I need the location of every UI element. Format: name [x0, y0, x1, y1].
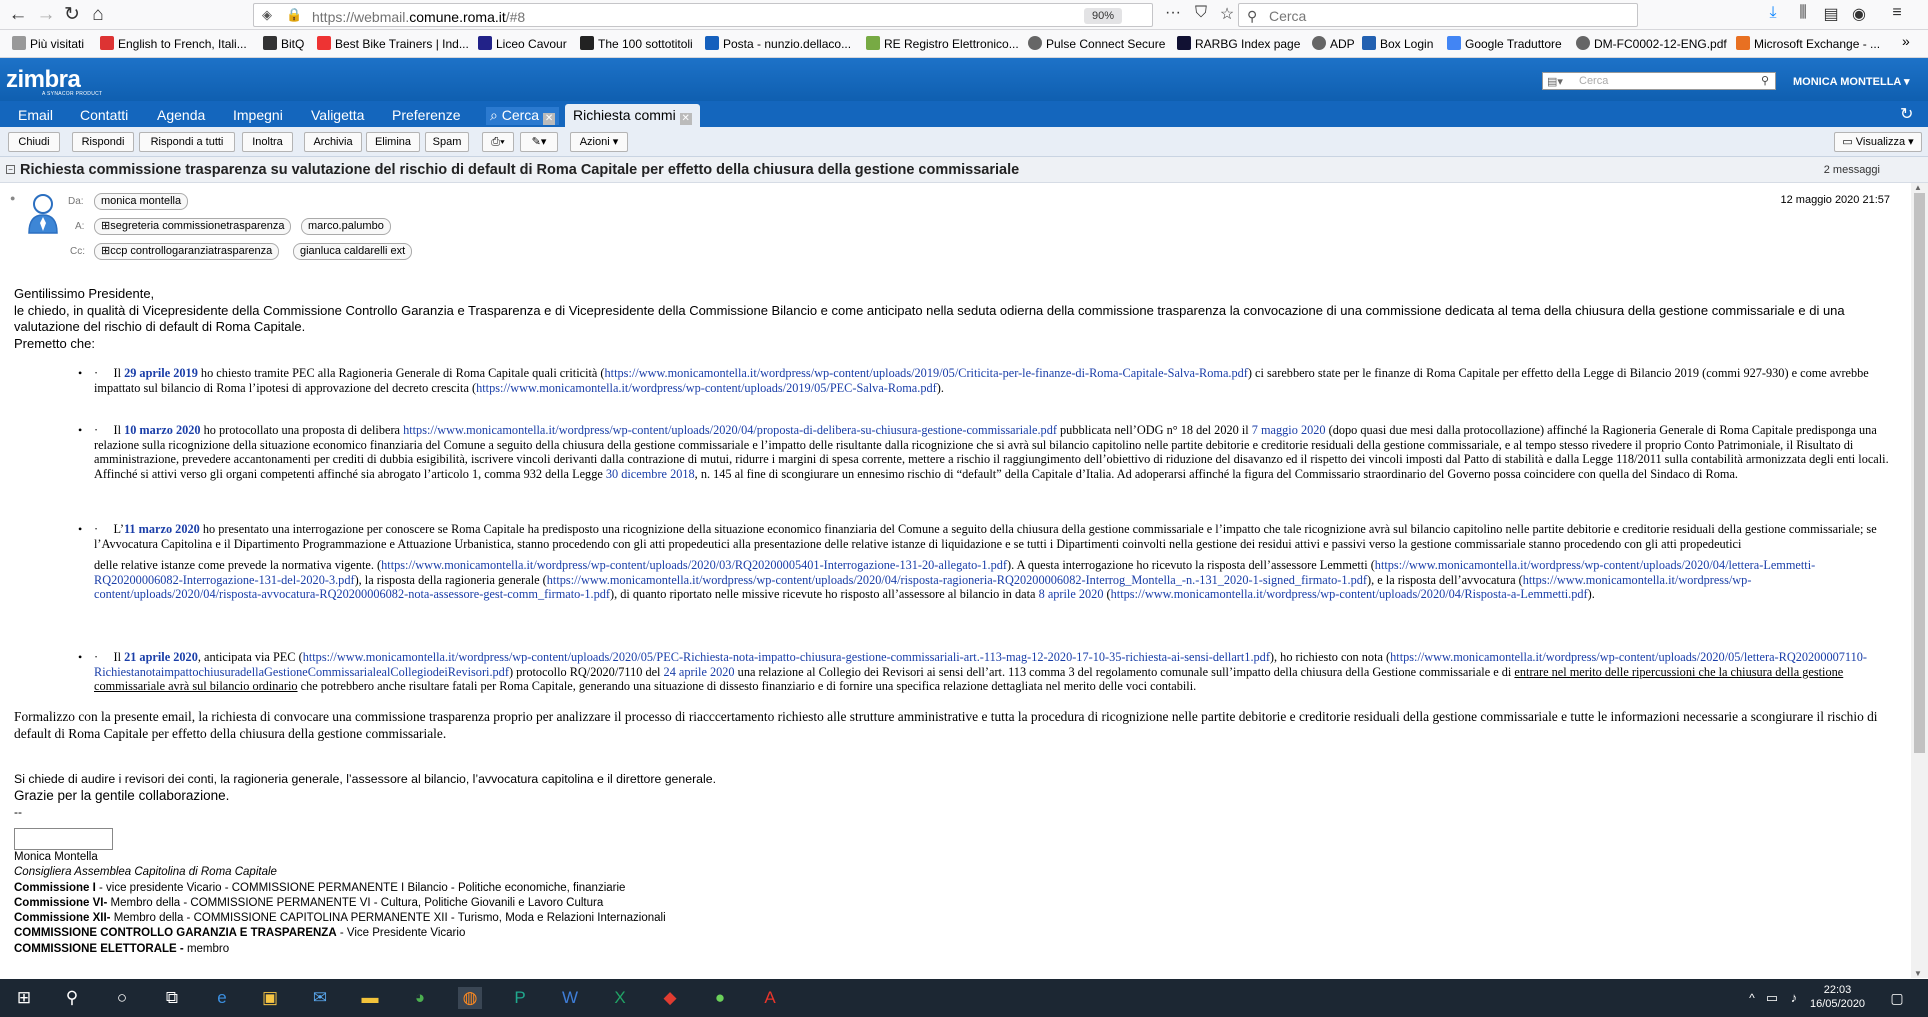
- pdf-link[interactable]: https://www.monicamontella.it/wordpress/wp-content/uploads/2019/05/Criticita-per-le-finanze-di-Roma-Capitale-Salva-Roma.pdf: [604, 366, 1248, 380]
- list-item: • · L’11 marzo 2020 ho presentato una interrogazione per conoscere se Roma Capitale ha predisposto una ricognizione della situazione economico finanziaria del Comune a seguito della chiusura della gestione commissariale e l’impatto che tale ricognizione avrà sul bilancio capitolino nelle partite debitorie e creditorie residuali della gestione commissariale; se l’Avvocatura Capitolina e il Dipartimento Programmazione e Attuazione Urbanistica, stanno procedendo con gli atti propedeutici alla presentazione delle relative istanze di liquidazione e se tutti i Dipartimenti coinvolti nella gestione dei residui attivi e passivi verso la gestione commissariale stanno procedendo con gli atti propedeutici: [78, 522, 1877, 552]
- date-link[interactable]: 7 maggio 2020: [1251, 423, 1326, 437]
- message-date: 12 maggio 2020 21:57: [1780, 194, 1890, 206]
- tab-richiesta[interactable]: Richiesta commi ✕: [565, 104, 700, 127]
- pdf-link[interactable]: https://www.monicamontella.it/wordpress/wp-content/uploads/2020/03/RQ20200005401-Interrogazione-131-20-allegato-1.pdf: [381, 558, 1008, 572]
- signature-image-placeholder: [14, 828, 113, 850]
- forward-button[interactable]: Inoltra: [242, 132, 293, 152]
- clock[interactable]: 22:03 16/05/2020: [1810, 984, 1866, 1010]
- chrome-icon[interactable]: ◕: [414, 988, 426, 1007]
- back-icon[interactable]: ←: [8, 4, 28, 25]
- scroll-down-icon[interactable]: ▼: [1914, 969, 1922, 978]
- url-text: https://webmail.comune.roma.it/#8: [312, 9, 526, 25]
- greeting: Gentilissimo Presidente,: [14, 286, 155, 301]
- scroll-thumb[interactable]: [1914, 193, 1925, 753]
- task-view-icon[interactable]: ⧉: [165, 988, 179, 1007]
- bookmark-item[interactable]: Best Bike Trainers | Ind...: [317, 36, 469, 51]
- from-label: Da:: [68, 196, 84, 207]
- to-chip[interactable]: ⊞segreteria commissionetrasparenza: [94, 218, 291, 235]
- pocket-icon[interactable]: ⛉: [1194, 4, 1207, 21]
- close-button[interactable]: Chiudi: [8, 132, 60, 152]
- bookmark-icon: [580, 36, 594, 50]
- bookmarks-bar: [0, 30, 1928, 58]
- edge-icon[interactable]: e: [217, 988, 227, 1007]
- pdf-link[interactable]: https://www.monicamontella.it/wordpress/wp-content/uploads/2020/05/PEC-Richiesta-nota-impatto-chiusura-gestione-commissariali-art.-113-mag-12-2020-17-10-35-richiesta-ai-sensi-dellart1.pdf: [302, 650, 1270, 664]
- tab-impegni[interactable]: Impegni: [233, 107, 283, 123]
- signature-name: Monica Montella: [14, 851, 98, 863]
- scrollbar[interactable]: [1911, 183, 1928, 978]
- group-icon: ⊞: [101, 245, 111, 257]
- excel-icon[interactable]: X: [614, 988, 626, 1007]
- shield-icon: ◈: [262, 7, 272, 22]
- windows-taskbar: [0, 979, 1928, 1017]
- notifications-icon[interactable]: ▢: [1890, 990, 1904, 1006]
- bookmark-item[interactable]: English to French, Itali...: [100, 36, 247, 51]
- windows-start-icon[interactable]: ⊞: [16, 988, 32, 1007]
- bookmark-icon: [1362, 36, 1376, 50]
- bookmark-icon: [1736, 36, 1750, 50]
- firefox-icon[interactable]: ◍: [458, 987, 482, 1009]
- unread-dot-icon[interactable]: ●: [10, 193, 16, 203]
- message-count: 2 messaggi: [1823, 164, 1880, 176]
- list-item: • · Il 29 aprile 2019 ho chiesto tramite PEC alla Ragioneria Generale di Roma Capitale quali criticità (https://www.monicamontella.it/wordpress/wp-content/uploads/2019/05/Criticita-per-le-finanze-di-Roma-Capitale-Salva-Roma.pdf) ci sarebbero state per le finanze di Roma Capitale per effetto della Legge di Bilancio 2019 (commi 927-930) e come avrebbe impattato sul bilancio di Roma l’ipotesi di approvazione del decreto crescita (https://www.monicamontella.it/wordpress/wp-content/uploads/2019/05/PEC-Salva-Roma.pdf).: [78, 366, 1869, 395]
- reply-all-button[interactable]: Rispondi a tutti: [139, 132, 235, 152]
- bookmark-item[interactable]: BitQ: [263, 36, 304, 51]
- archive-button[interactable]: Archivia: [304, 132, 362, 152]
- bookmark-item[interactable]: The 100 sottotitoli: [580, 36, 693, 51]
- signature-line: Commissione VI- Membro della - COMMISSIONE PERMANENTE VI - Cultura, Politiche Giovanili e Lavoro Cultura: [14, 896, 604, 909]
- account-icon[interactable]: ◉: [1852, 6, 1866, 23]
- pdf-link[interactable]: https://www.monicamontella.it/wordpress/wp-content/uploads/2020/04/lettera-Lemmetti-RQ20200006082-Interrogazione-131-del-2020-3.pdf: [94, 558, 1816, 587]
- library-icon[interactable]: ⫼: [1799, 4, 1807, 21]
- refresh-icon[interactable]: ↻: [1900, 106, 1914, 123]
- date-link[interactable]: 30 dicembre 2018: [605, 467, 695, 482]
- cc-chip[interactable]: gianluca caldarelli ext: [293, 243, 412, 260]
- app-icon[interactable]: ◆: [663, 988, 677, 1007]
- cortana-icon[interactable]: ○: [116, 988, 128, 1007]
- intro-paragraph: le chiedo, in qualità di Vicepresidente della Commissione Controllo Garanzia e Trasparenza e di Vicepresidente della Commissione Bilancio e come anticipato nella seduta odierna della commissione trasparenza la convocazione di una commissione dedicata al tema della chiusura della gestione commissariale e di una valutazione del rischio di default di Roma Capitale.: [14, 302, 1845, 334]
- date-link[interactable]: 29 aprile 2019: [124, 366, 198, 380]
- signature-line: COMMISSIONE ELETTORALE - membro: [14, 942, 230, 955]
- download-icon[interactable]: ⤓: [1769, 4, 1777, 21]
- date-link[interactable]: 10 marzo 2020: [124, 423, 201, 437]
- app-tabs: [0, 101, 1928, 127]
- subject: Richiesta commissione trasparenza su valutazione del rischio di default di Roma Capitale per effetto della chiusura della gestione commissariale: [20, 162, 1020, 178]
- pdf-link[interactable]: https://www.monicamontella.it/wordpress/wp-content/uploads/2019/05/PEC-Salva-Roma.pdf: [476, 380, 937, 395]
- message-toolbar: [0, 127, 1928, 157]
- premetto: Premetto che:: [14, 335, 95, 351]
- signature-line: Commissione XII- Membro della - COMMISSIONE CAPITOLINA PERMANENTE XII - Turismo, Moda e Relazioni Internazionali: [14, 912, 666, 925]
- search-icon[interactable]: ⚲: [65, 988, 79, 1007]
- bookmark-icon: [1177, 36, 1191, 50]
- bookmark-item[interactable]: Più visitati: [12, 36, 84, 51]
- url-bar[interactable]: [253, 3, 1153, 27]
- close-icon[interactable]: ✕: [681, 113, 690, 124]
- date-link[interactable]: 21 aprile 2020: [124, 650, 198, 664]
- thanks-line: Grazie per la gentile collaborazione.: [14, 788, 230, 803]
- file-explorer-icon[interactable]: ▬: [361, 988, 379, 1007]
- zimbra-search-input[interactable]: ▤▾ Cerca ⚲: [1542, 72, 1776, 90]
- cc-chip[interactable]: ⊞ccp controllogaranziatrasparenza: [94, 243, 279, 260]
- bookmark-item[interactable]: Google Traduttore: [1447, 36, 1562, 51]
- actions-menu[interactable]: Azioni ▾: [570, 132, 628, 152]
- user-menu[interactable]: MONICA MONTELLA ▾: [1793, 76, 1910, 88]
- network-icon[interactable]: ▭: [1765, 990, 1779, 1005]
- tab-preferenze[interactable]: Preferenze: [392, 107, 461, 123]
- bookmark-item[interactable]: Pulse Connect Secure: [1028, 36, 1165, 51]
- bookmark-item[interactable]: RARBG Index page: [1177, 36, 1300, 51]
- list-item: • · Il 10 marzo 2020 ho protocollato una proposta di delibera https://www.monicamontella.it/wordpress/wp-content/uploads/2020/04/proposta-di-delibera-su-chiusura-gestione-commissariale.pdf pubblicata nell’ODG n° 18 del 2020 il 7 maggio 2020 (dopo quasi due mesi dalla protocollazione) affinché la Ragioneria Generale di Roma Capitale predisponga una relazione sulla ricognizione della situazione economico finanziaria del Comune a seguito della chiusura della gestione commissariale e l’impatto delle risultante dalla ricognizione che si avrà sul bilancio capitolino nelle partite debitorie e creditorie residuali della gestione commissariale, e al tempo stesso rivedere il proprio Conto Patrimoniale, il Risultato di amministrazione, prevedere accantonamenti per crediti di dubbia esigibilità, iscrivere vincoli derivanti dalla contrazione di mutui, ridurre i margini di spesa corrente, mettere a rischio il raggiungimento dell’obiettivo di riduzione del disavanzo ed il rispetto dei vincoli imposti dal Patto di stabilità e dalla Legge 118/2011 sulla contabilità armonizzata degli enti locali. Affinché si attivi verso gli organi competenti affinché sia abrogato l’articolo 1, comma 932 della Legge 30 dicembre 2018, n. 145 al fine di scongiurare un ennesimo rischio di “default” della Capitale d’Italia. Ad adoperarsi affinché la figura del Commissario straordinario del Governo possa coincidere con quella del Sindaco di Roma.: [78, 423, 1889, 482]
- pdf-link[interactable]: https://www.monicamontella.it/wordpress/wp-content/uploads/2020/04/risposta-ragioneria-RQ20200006082-Interrog_Montella_-n.-131_2020-1-signed_firmato-1.pdf: [546, 572, 1367, 587]
- zimbra-logo[interactable]: zimbra A SYNACOR PRODUCT: [6, 66, 103, 97]
- bookmark-item[interactable]: Liceo Cavour: [478, 36, 567, 51]
- tab-contatti[interactable]: Contatti: [80, 107, 129, 123]
- bookmark-icon: [705, 36, 719, 50]
- delete-button[interactable]: Elimina: [366, 132, 420, 152]
- browser-toolbar: [0, 0, 1928, 30]
- pdf-link[interactable]: https://www.monicamontella.it/wordpress/wp-content/uploads/2020/04/risposta-avvocatura-RQ20200006082-nota-assessore-gest-comm_firmato-1.pdf: [94, 572, 1752, 602]
- avatar: [26, 193, 60, 235]
- lock-icon: 🔒: [286, 7, 303, 22]
- signature-line: Commissione I - vice presidente Vicario - COMMISSIONE PERMANENTE I Bilancio - Politiche economiche, finanziarie: [14, 881, 626, 894]
- date-link[interactable]: 24 aprile 2020: [663, 664, 735, 679]
- bookmark-icon: [478, 36, 492, 50]
- bookmark-item[interactable]: Box Login: [1362, 36, 1433, 51]
- scroll-up-icon[interactable]: ▲: [1914, 183, 1922, 192]
- tag-dropdown-icon[interactable]: ✎▾: [520, 132, 558, 152]
- signature: [14, 850, 914, 957]
- collapse-icon[interactable]: −: [6, 165, 15, 174]
- tab-email[interactable]: Email: [18, 107, 54, 123]
- tab-valigetta[interactable]: Valigetta: [311, 107, 365, 123]
- bookmark-item[interactable]: Microsoft Exchange - ...: [1736, 36, 1880, 51]
- zoom-badge[interactable]: 90%: [1084, 8, 1122, 24]
- cc-label: Cc:: [70, 246, 85, 257]
- menu-icon[interactable]: ≡: [1892, 4, 1902, 21]
- chevron-right-icon[interactable]: »: [1902, 33, 1910, 49]
- pdf-link[interactable]: https://www.monicamontella.it/wordpress/wp-content/uploads/2020/04/proposta-di-delibera-su-chiusura-gestione-commissariale.pdf: [403, 423, 1057, 437]
- from-chip[interactable]: monica montella: [94, 193, 188, 210]
- to-label: A:: [75, 221, 85, 232]
- to-chip[interactable]: marco.palumbo: [301, 218, 391, 235]
- bookmark-item[interactable]: DM-FC0002-12-ENG.pdf: [1576, 36, 1727, 51]
- reply-button[interactable]: Rispondi: [72, 132, 134, 152]
- acrobat-icon[interactable]: A: [764, 988, 776, 1007]
- list-item-continuation: delle relative istanze come prevede la normativa vigente. (https://www.monicamontella.it/wordpress/wp-content/uploads/2020/03/RQ20200005401-Interrogazione-131-20-allegato-1.pdf). A questa interrogazione ho ricevuto la risposta dell’assessore Lemmetti (https://www.monicamontella.it/wordpress/wp-content/uploads/2020/04/lettera-Lemmetti-RQ20200006082-Interrogazione-131-del-2020-3.pdf), la risposta della ragioneria generale (https://www.monicamontella.it/wordpress/wp-content/uploads/2020/04/risposta-ragioneria-RQ20200006082-Interrog_Montella_-n.-131_2020-1-signed_firmato-1.pdf), e la risposta dell’avvocatura (https://www.monicamontella.it/wordpress/wp-content/uploads/2020/04/risposta-avvocatura-RQ20200006082-nota-assessore-gest-comm_firmato-1.pdf), di quanto riportato nelle missive ricevute ho risposto all’assessore al bilancio in data 8 aprile 2020 (https://www.monicamontella.it/wordpress/wp-content/uploads/2020/04/Risposta-a-Lemmetti.pdf).: [94, 558, 1816, 602]
- volume-icon[interactable]: ♪: [1790, 990, 1798, 1005]
- bookmark-item[interactable]: Posta - nunzio.dellaco...: [705, 36, 851, 51]
- pdf-link[interactable]: https://www.monicamontella.it/wordpress/wp-content/uploads/2020/05/lettera-RQ20200007110-RichiestanotaimpattochiusuradellaGestioneCommissarialealCollegiodeiRevisori.pdf: [94, 650, 1868, 679]
- app-icon[interactable]: ●: [714, 988, 726, 1007]
- bookmark-star-icon[interactable]: ☆: [1219, 6, 1235, 23]
- bookmark-icon: [317, 36, 331, 50]
- bookmark-icon: [263, 36, 277, 50]
- bookmark-icon: [866, 36, 880, 50]
- bookmark-icon: [100, 36, 114, 50]
- pdf-link[interactable]: https://www.monicamontella.it/wordpress/wp-content/uploads/2020/04/Risposta-a-Lemmetti.pdf: [1110, 587, 1588, 602]
- forward-icon[interactable]: →: [36, 4, 56, 25]
- bookmark-icon: [1312, 36, 1326, 50]
- date-link[interactable]: 11 marzo 2020: [123, 522, 200, 536]
- home-icon[interactable]: ⌂: [92, 4, 104, 25]
- view-menu[interactable]: ▭ Visualizza ▾: [1834, 132, 1922, 152]
- publisher-icon[interactable]: P: [514, 988, 526, 1007]
- more-icon[interactable]: ···: [1165, 4, 1181, 21]
- tab-cerca[interactable]: ⌕ Cerca ✕: [486, 107, 559, 125]
- spam-button[interactable]: Spam: [425, 132, 469, 152]
- date-link[interactable]: 8 aprile 2020: [1038, 587, 1104, 602]
- signature-line: COMMISSIONE CONTROLLO GARANZIA E TRASPARENZA - Vice Presidente Vicario: [14, 927, 466, 940]
- search-type-icon[interactable]: ▤▾: [1547, 76, 1563, 88]
- underlined-text: entrare nel merito delle ripercussioni che la chiusura della gestione commissariale avrà sul bilancio ordinario: [94, 664, 1844, 694]
- group-icon: ⊞: [101, 220, 111, 232]
- bookmark-icon: [1447, 36, 1461, 50]
- conversation-header: [0, 157, 1928, 183]
- zimbra-header: [0, 58, 1928, 101]
- bookmark-item[interactable]: ADP: [1312, 36, 1355, 51]
- audire-paragraph: Si chiede di audire i revisori dei conti, la ragioneria generale, l’assessore al bilancio, l’avvocatura capitolina e il direttore generale.: [14, 772, 716, 786]
- bookmark-icon: [12, 36, 26, 50]
- browser-search-input[interactable]: ⚲ Cerca: [1238, 3, 1638, 27]
- word-icon[interactable]: W: [561, 988, 579, 1007]
- bookmark-icon: [1576, 36, 1590, 50]
- print-dropdown-icon[interactable]: ⎙▾: [482, 132, 514, 152]
- tab-agenda[interactable]: Agenda: [157, 107, 206, 123]
- formalizzo-paragraph: Formalizzo con la presente email, la richiesta di convocare una commissione trasparenza proprio per analizzare il processo di riacccertamento richiesto alle strutture amministrative e tutta la procedura di ricognizione nelle partite debitorie e creditorie residuali della gestione commissariale e tutte le informazioni necessarie a scongiurare il rischio di default di Roma Capitale per effetto della chiusura della gestione commissariale.: [14, 709, 1878, 741]
- store-icon[interactable]: ▣: [261, 988, 279, 1007]
- bookmark-icon: [1028, 36, 1042, 50]
- close-icon[interactable]: ✕: [544, 113, 554, 124]
- mail-icon[interactable]: ✉: [312, 988, 328, 1007]
- search-icon: ⚲: [1247, 8, 1258, 24]
- search-icon[interactable]: ⚲: [1761, 75, 1770, 87]
- signature-role: Consigliera Assemblea Capitolina di Roma Capitale: [14, 866, 277, 879]
- message-header: [0, 183, 1928, 275]
- reload-icon[interactable]: ↻: [64, 4, 80, 25]
- list-item: • · Il 21 aprile 2020, anticipata via PEC (https://www.monicamontella.it/wordpress/wp-content/uploads/2020/05/PEC-Richiesta-nota-impatto-chiusura-gestione-commissariali-art.-113-mag-12-2020-17-10-35-richiesta-ai-sensi-dellart1.pdf), ho richiesto con nota (https://www.monicamontella.it/wordpress/wp-content/uploads/2020/05/lettera-RQ20200007110-RichiestanotaimpattochiusuradellaGestioneCommissarialealCollegiodeiRevisori.pdf) protocollo RQ/2020/7110 del 24 aprile 2020 una relazione al Collegio dei Revisori ai sensi dell’art. 113 comma 3 del regolamento comunale sull’impatto della chiusura della Gestione commissariale e di entrare nel merito delle ripercussioni che la chiusura della gestione commissariale avrà sul bilancio ordinario che potrebbero anche risultare fatali per Roma Capitale, generando una situazione di dissesto finanziario e di fornire una specifica relazione dettagliata nel merito delle voci contabili.: [78, 650, 1868, 694]
- chevron-up-icon[interactable]: ^: [1749, 991, 1755, 1005]
- sidebar-icon[interactable]: ▤: [1823, 6, 1839, 23]
- signature-separator: --: [14, 805, 22, 819]
- bookmark-item[interactable]: RE Registro Elettronico...: [866, 36, 1019, 51]
